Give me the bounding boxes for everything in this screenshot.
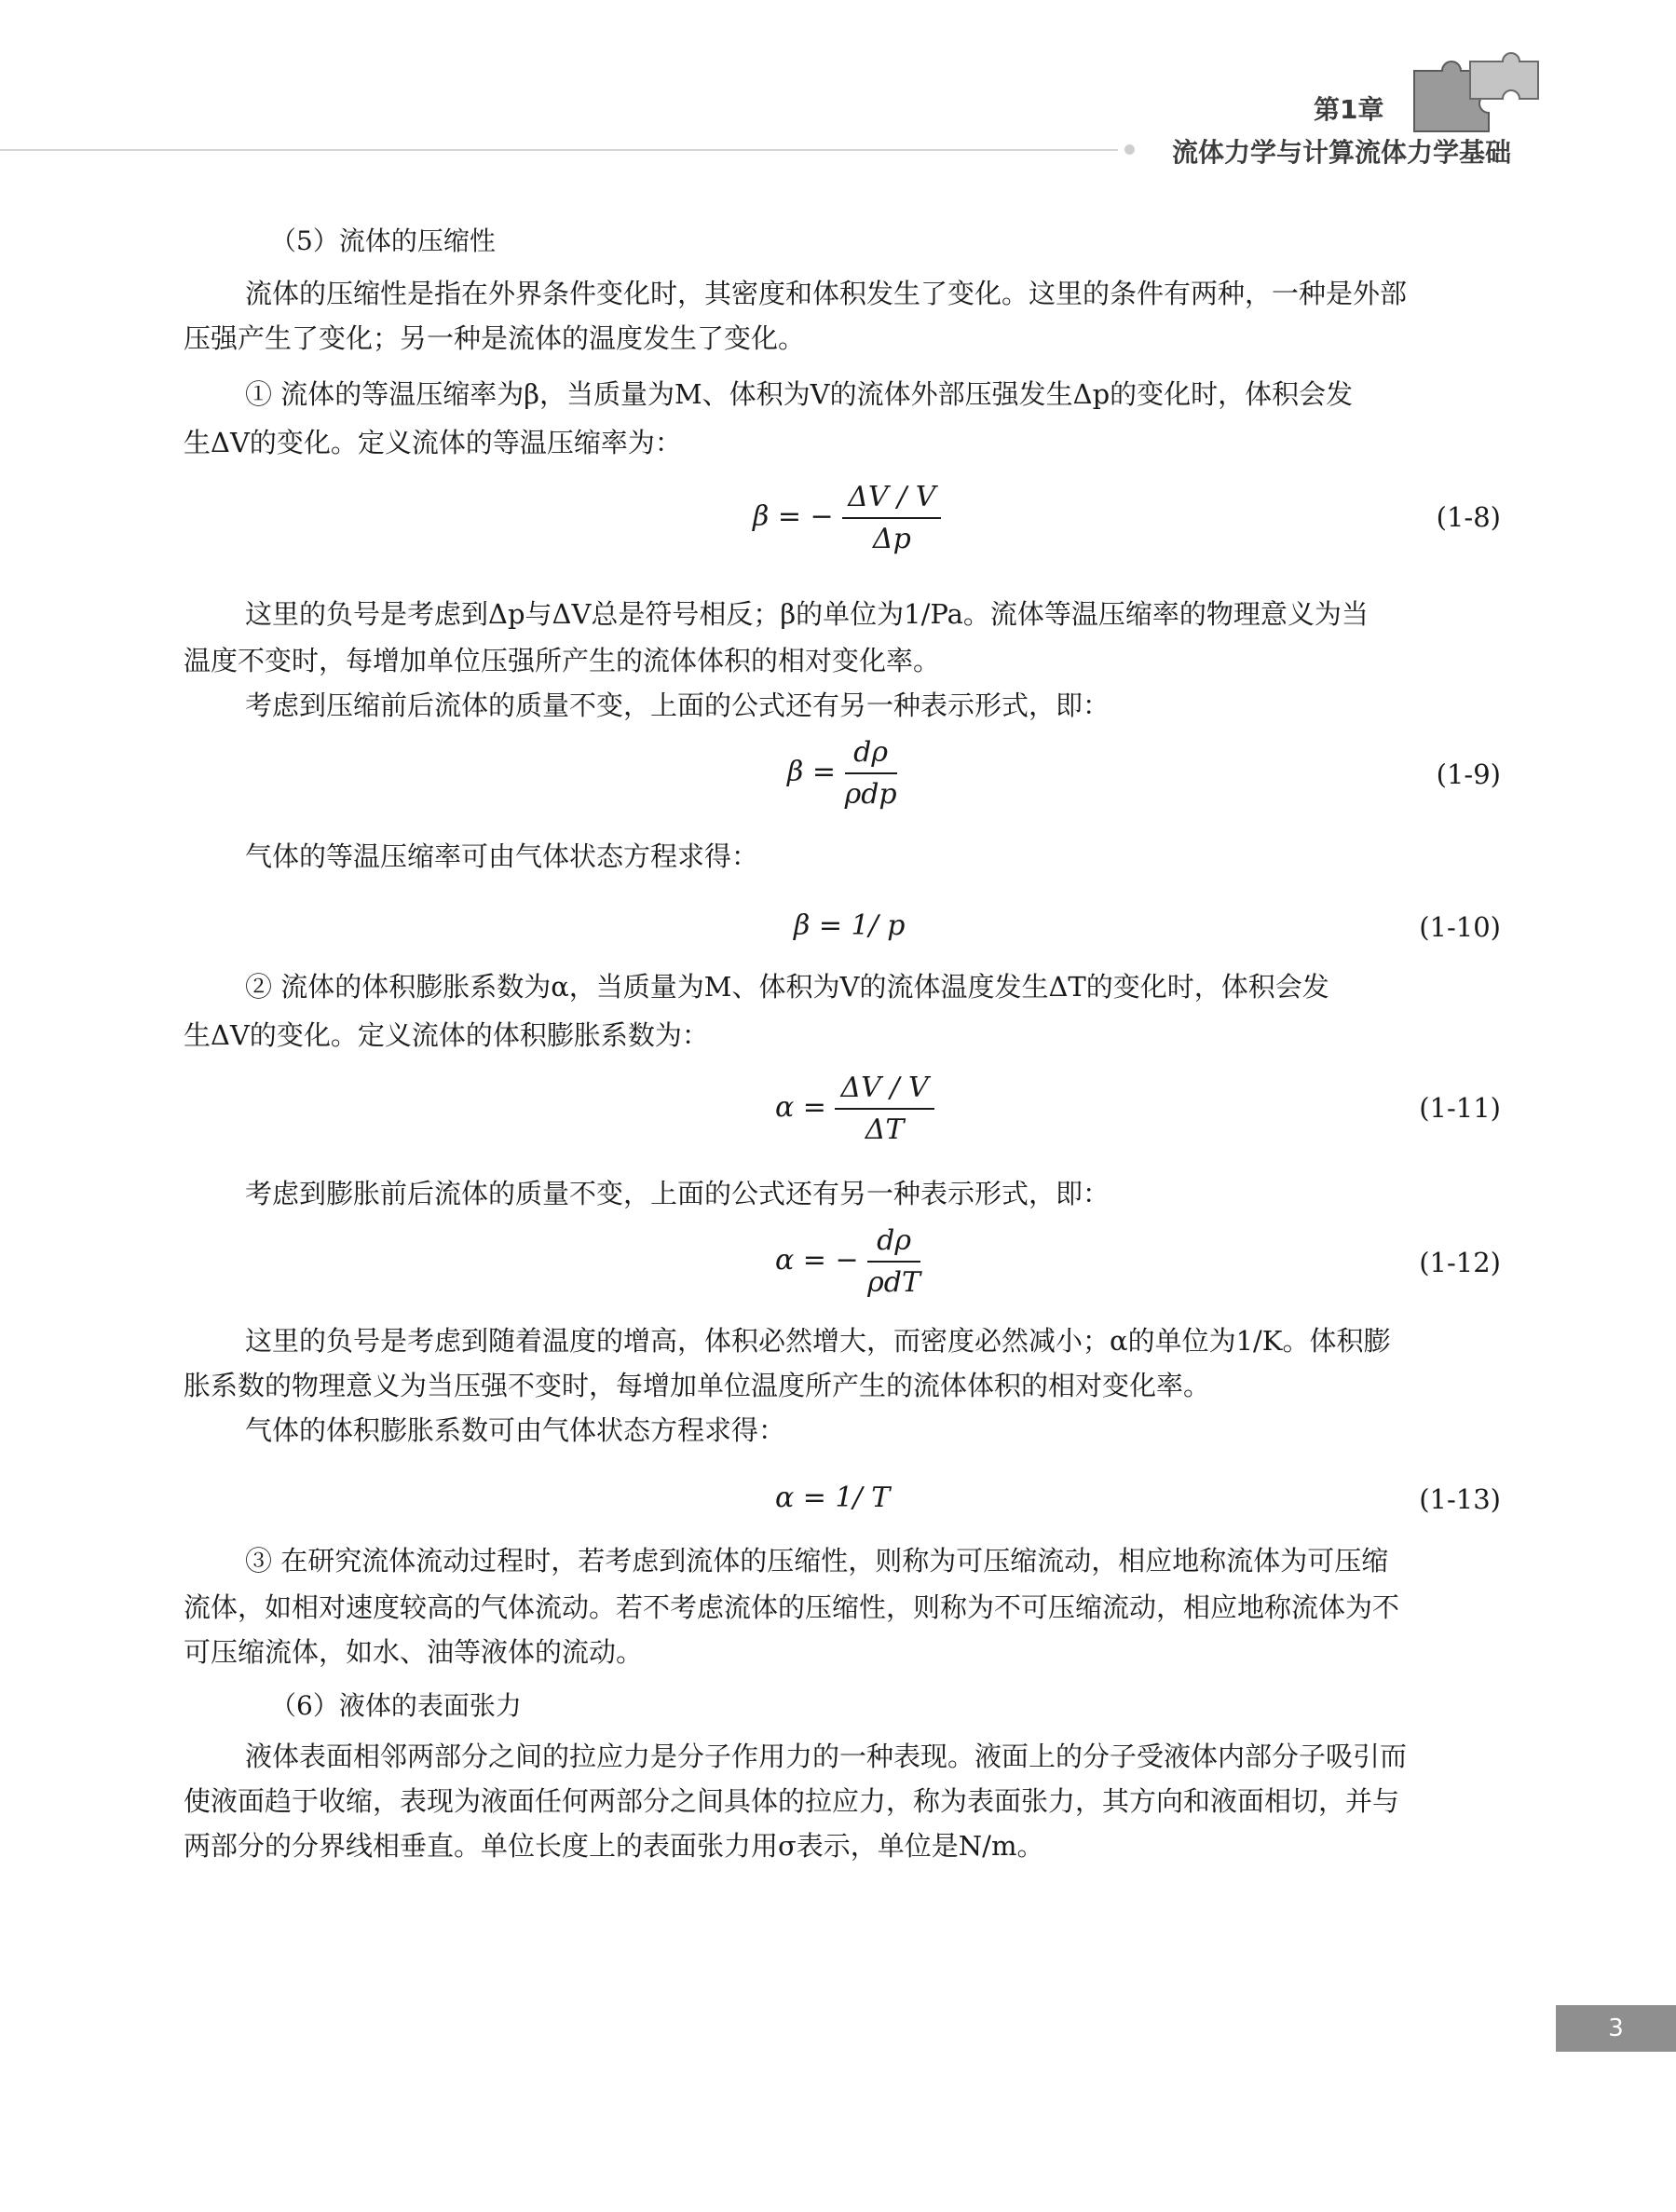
paragraph-line: 考虑到压缩前后流体的质量不变，上面的公式还有另一种表示形式，即： [245,690,1111,721]
equation-number: (1-12) [1419,1247,1501,1278]
paragraph-line: 两部分的分界线相垂直。单位长度上的表面张力用σ表示，单位是N/m。 [184,1830,1044,1862]
chapter-title: 流体力学与计算流体力学基础 [1172,137,1512,168]
paragraph-line: 这里的负号是考虑到随着温度的增高，体积必然增大，而密度必然减小；α的单位为1/K。体积膨 [245,1325,1391,1357]
paragraph-line: ② 流体的体积膨胀系数为α，当质量为M、体积为V的流体温度发生ΔT的变化时，体积会发 [245,971,1329,1003]
paragraph-line: 液体表面相邻两部分之间的拉应力是分子作用力的一种表现。液面上的分子受液体内部分子吸引而 [245,1741,1408,1772]
paragraph-line: 使液面趋于收缩，表现为液面任何两部分之间具体的拉应力，称为表面张力，其方向和液面相切，并与 [184,1785,1400,1817]
paragraph-line: 气体的体积膨胀系数可由气体状态方程求得： [245,1414,786,1446]
header-divider [0,149,1118,151]
equation-number: (1-11) [1419,1092,1501,1124]
equation-number: (1-10) [1419,911,1501,943]
paragraph-line: 生ΔV的变化。定义流体的体积膨胀系数为： [184,1019,709,1051]
section-heading-surface-tension: （6）液体的表面张力 [270,1690,522,1721]
equation-number: (1-9) [1436,758,1501,790]
paragraph-line: 压强产生了变化；另一种是流体的温度发生了变化。 [184,322,806,354]
paragraph-line: 温度不变时，每增加单位压强所产生的流体体积的相对变化率。 [184,645,941,676]
equation-1-8: β = − $\frac{\Delta V / V}{\Delta p}$ [753,481,941,555]
paragraph-line: 气体的等温压缩率可由气体状态方程求得： [245,840,759,872]
equation-number: (1-8) [1436,501,1501,533]
equation-1-9: β = $\frac{d\rho}{\text{ρdp}}$ [787,736,897,811]
paragraph-line: 流体，如相对速度较高的气体流动。若不考虑流体的压缩性，则称为不可压缩流动，相应地称流体为不 [184,1591,1400,1623]
paragraph-line: 胀系数的物理意义为当压强不变时，每增加单位温度所产生的流体体积的相对变化率。 [184,1370,1211,1401]
equation-1-11: α = $\frac{\Delta V / V}{\Delta T}$ [775,1072,934,1146]
equation-number: (1-13) [1419,1483,1501,1515]
page-number: 3 [1556,2005,1676,2052]
section-heading-compressibility: （5）流体的压缩性 [270,225,496,256]
equation-1-10: β = 1/ p [794,909,906,942]
equation-1-12: α = − $\frac{d\rho}{\text{ρdT}}$ [775,1224,921,1299]
paragraph-line: ① 流体的等温压缩率为β，当质量为M、体积为V的流体外部压强发生Δp的变化时，体积会发 [245,378,1354,410]
paragraph-line: ③ 在研究流体流动过程时，若考虑到流体的压缩性，则称为可压缩流动，相应地称流体为可压缩 [245,1545,1389,1577]
paragraph-line: 这里的负号是考虑到Δp与ΔV总是符号相反；β的单位为1/Pa。流体等温压缩率的物理意义为当 [245,598,1369,630]
header-dot [1124,144,1135,155]
puzzle-logo-icon [1396,43,1545,136]
equation-1-13: α = 1/ T [775,1481,891,1514]
paragraph-line: 考虑到膨胀前后流体的质量不变，上面的公式还有另一种表示形式，即： [245,1178,1111,1209]
chapter-label: 第1章 [1314,94,1384,125]
paragraph-line: 流体的压缩性是指在外界条件变化时，其密度和体积发生了变化。这里的条件有两种，一种是外部 [245,278,1408,309]
paragraph-line: 生ΔV的变化。定义流体的等温压缩率为： [184,427,682,458]
paragraph-line: 可压缩流体，如水、油等液体的流动。 [184,1636,644,1668]
